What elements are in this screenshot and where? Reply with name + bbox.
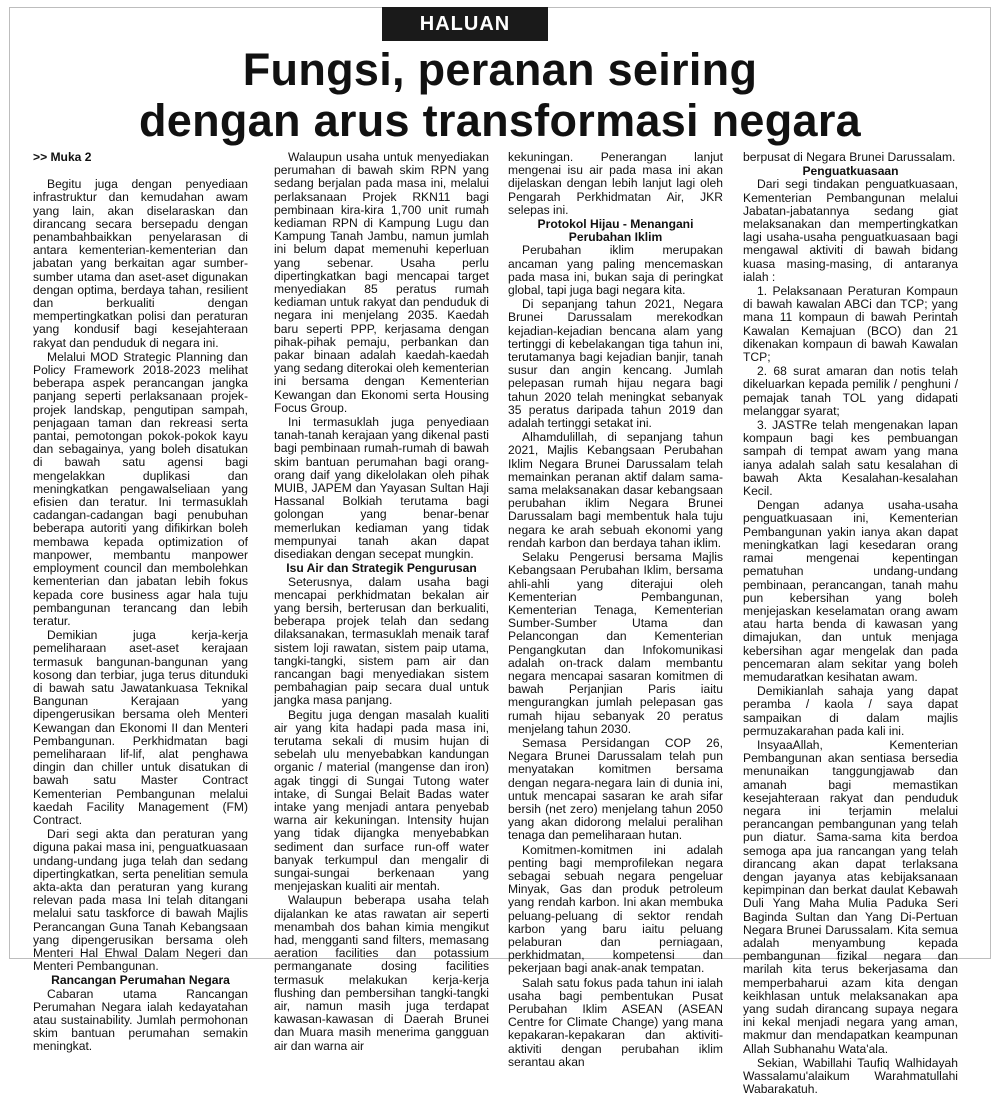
continued-from: >> Muka 2 xyxy=(33,150,92,164)
paragraph: Selaku Pengerusi bersama Majlis Kebangsaan Perubahan Iklim, bersama ahli-ahli yang diterajui oleh Kementerian Pembangunan, Kementerian Tenaga, Kementerian Sumber-Sumber Utama dan Pelancongan dan Kementerian Pengangkutan dan Infokomunikasi adalah on-track dalam membantu negara mencapai sasaran komitmen di bawah Perjanjian Paris iaitu mengurangkan jumlah pelepasan gas rumah hijau sebanyak 20 peratus menjelang tahun 2030. xyxy=(508,550,723,736)
column-4 xyxy=(743,150,958,1096)
column-2 xyxy=(274,150,489,1053)
subheading: Penguatkuasaan xyxy=(802,164,899,179)
paragraph: 1. Pelaksanaan Peraturan Kompaun di bawah kawalan ABCi dan TCP; yang mana 11 kompaun di bawah Perintah Kawalan Kemajuan (BCO) dan 21 dikenakan kompaun di bawah Kawalan TCP; xyxy=(743,284,958,365)
paragraph: Di sepanjang tahun 2021, Negara Brunei Darussalam merekodkan kejadian-kejadian bencana alam yang tertinggi di kebelakangan tiga tahun ini, terutamanya bagi kejadian banjir, tanah susur dan angin kencang. Jumlah pelepasan rumah hijau negara bagi tahun 2020 telah meningkat sebanyak 35 peratus daripada tahun 2019 dan adalah tertinggi setakat ini. xyxy=(508,297,723,431)
paragraph: 2. 68 surat amaran dan notis telah dikeluarkan kepada pemilik / penghuni / pemajak tanah TOL yang didapati melanggar syarat; xyxy=(743,364,958,418)
paragraph: Salah satu fokus pada tahun ini ialah usaha bagi pembentukan Pusat Perubahan Iklim ASEAN (ASEAN Centre for Climate Change) yang mana kepakaran-kepakaran dan aktiviti-aktiviti dengan perubahan iklim serantau akan xyxy=(508,975,723,1069)
paragraph: Cabaran utama Rancangan Perumahan Negara ialah kedayatahan atau sustainability. Jumlah permohonan skim bantuan perumahan semakin meningkat. xyxy=(33,986,248,1054)
column-3 xyxy=(508,150,723,1069)
paragraph: berpusat di Negara Brunei Darussalam. xyxy=(743,150,956,164)
subheading: Protokol Hijau - Menangani Perubahan Iklim xyxy=(537,217,694,245)
paragraph: Dari segi tindakan penguatkuasaan, Kementerian Pembangunan melalui Jabatan-jabatannya sedang giat melaksanakan dan mempertingkatkan lagi usaha-usaha penguatkuasaan bagi mengawal aktiviti di bawah bidang kuasa masing-masing, di antaranya ialah : xyxy=(743,177,958,284)
paragraph: Komitmen-komitmen ini adalah penting bagi memprofilekan negara sebagai sebuah negara pengeluar Minyak, Gas dan produk petroleum yang rendah karbon. Ini akan membuka peluang-peluang di sektor rendah karbon yang baru iaitu peluang pelaburan dan perniagaan, perkhidmatan, kompetensi dan pekerjaan bagi anak-anak tempatan. xyxy=(508,842,723,976)
subheading: Rancangan Perumahan Negara xyxy=(51,973,230,988)
headline-line-2: dengan arus transformasi negara xyxy=(138,95,862,146)
paragraph: kekuningan. Penerangan lanjut mengenai isu air pada masa ini akan dijelaskan dengan lebih lanjut lagi oleh Pengarah Perkhidmatan Air, JKR selepas ini. xyxy=(508,150,723,217)
paragraph: InsyaaAllah, Kementerian Pembangunan akan sentiasa bersedia menunaikan tanggungjawab dan amanah bagi memastikan kesejahteraan rakyat dan penduduk negara ini terjamin melalui perancangan pembangunan yang telah pun diatur. Sama-sama kita berdoa semoga apa jua rancangan yang telah dirancang akan dapat terlaksana dengan jayanya atas kebijaksanaan kepimpinan dan berkat daulat Kebawah Duli Yang Maha Mulia Paduka Seri Baginda Sultan dan Yang Di-Pertuan Negara Brunei Darussalam. Kita semua adalah menyambung kepada pembangunan fizikal negara dan marilah kita terus bekerjasama dan memperbaharui azam kita dengan keikhlasan untuk melaksanakan apa yang sudah dirancang supaya negara ini kekal menjadi negara yang aman, makmur dan mendapatkan keampunan Allah Subhanahu Wata'ala. xyxy=(743,737,958,1056)
paragraph: Begitu juga dengan masalah kualiti air yang kita hadapi pada masa ini, terutama sekali di musim hujan di sebelah ulu menyebabkan kandungan organic / material (mangense dan iron) agak tinggi di Sungai Tutong water intake, di Sungai Belait Badas water intake yang menjadi antara penyebab warna air kekuningan. Intensity hujan yang tidak dijangka menyebabkan sediment dan surface run-off water banyak terkumpul dan mengalir di sungai-sungai berkenaan yang menjejaskan kualiti air mentah. xyxy=(274,707,489,894)
paragraph: Melalui MOD Strategic Planning dan Policy Framework 2018-2023 melihat beberapa aspek perancangan jangka panjang seperti perlaksanaan projek-projek landskap, pengutipan sampah, penjagaan taman dan rekreasi serta pantai, pemotongan pokok-pokok kayu dan sebagainya, yang boleh disatukan di bawah satu agensi bagi mengelakkan duplikasi dan meningkatkan pengawalseliaan yang efisien dan teratur. Ini termasuklah cadangan-cadangan bagi penubuhan beberapa autoriti yang difikirkan boleh membawa kepada optimization of manpower, membantu manpower employment council dan membolehkan kementerian dan jabatan lebih fokus kepada core business agar hala tuju pembangunan terancang dan lebih teratur. xyxy=(33,349,248,628)
paragraph: Demikianlah sahaja yang dapat peramba / kaola / saya dapat sampaikan di dalam majlis permuzakarahan pada kali ini. xyxy=(743,684,958,738)
paragraph: 3. JASTRe telah mengenakan lapan kompaun bagi kes pembuangan sampah di tempat awam yang mana ianya adalah salah satu kesalahan di bawah Akta Kesalahan-kesalahan Kecil. xyxy=(743,418,958,499)
paragraph: Seterusnya, dalam usaha bagi mencapai perkhidmatan bekalan air yang bersih, berterusan dan berkualiti, beberapa projek telah dan sedang dilaksanakan, termasuklah menaik taraf sistem loji rawatan, sistem paip utama, tangki-tangki, sistem pam air dan rancangan bagi menyediakan sistem pembahagian paip secara dual untuk jangka masa panjang. xyxy=(274,574,489,708)
paragraph: Demikian juga kerja-kerja pemeliharaan aset-aset kerajaan termasuk bangunan-bangunan yang kosong dan terbiar, juga terus ditunduki di bawah satu Jawatankuasa Teknikal Bangunan Kerajaan yang dipengerusikan bersama oleh Menteri Kewangan dan Ekonomi II dan Menteri Pembangunan. Perkhidmatan bagi pemeliharaan lif-lif, alat penghawa dingin dan chiller untuk disatukan di bawah satu Master Contract Kementerian Pembangunan melalui kaedah Facility Management (FM) Contract. xyxy=(33,628,248,827)
article-body xyxy=(33,150,973,1096)
paragraph: Dari segi akta dan peraturan yang diguna pakai masa ini, penguatkuasaan undang-undang juga telah dan sedang dipertingkatkan, serta penelitian semula akta-akta dan peraturan yang kurang relevan pada masa Ini telah ditangani melalui satu taskforce di bawah Majlis Perancangan Guna Tanah Kebangsaan yang dipengerusikan bersama oleh Menteri Hal Ehwal Dalam Negeri dan Menteri Pembangunan. xyxy=(33,827,248,974)
paragraph: Semasa Persidangan COP 26, Negara Brunei Darussalam telah pun menyatakan komitmen bersama dengan negara-negara lain di dunia ini, untuk mencapai sasaran ke arah sifar bersih (net zero) menjelang tahun 2050 yang akan didorong melalui peralihan tenaga dan pemeliharaan hutan. xyxy=(508,735,723,843)
paragraph: Walaupun usaha untuk menyediakan perumahan di bawah skim RPN yang sedang berjalan pada masa ini, melalui perlaksanaan Projek RKN11 bagi pembinaan kira-kira 1,700 unit rumah kediaman RPN di Kampung Lugu dan Kampung Tanah Jambu, namun jumlah ini belum dapat memenuhi keperluan yang sebenar. Usaha perlu dipertingkatkan bagi mencapai target menyediakan 85 peratus rumah kediaman untuk rakyat dan penduduk di negara ini menjelang 2035. Kaedah baru seperti PPP, kerjasama dengan pihak-pihak pemaju, perbankan dan pakar binaan adalah kaedah-kaedah yang sedang diterokai oleh kementerian ini bersama dengan Kementerian Kewangan dan Ekonomi serta Housing Focus Group. xyxy=(274,150,489,415)
headline-line-1: Fungsi, peranan seiring xyxy=(242,44,758,95)
column-1 xyxy=(33,150,248,1054)
headline xyxy=(0,44,1000,146)
paragraph: Alhamdulillah, di sepanjang tahun 2021, Majlis Kebangsaan Perubahan Iklim Negara Brunei Darussalam telah memainkan peranan aktif dalam sama-sama melaksanakan dasar kebangsaan perubahan iklim Negara Brunei Darussalam bagi membentuk hala tuju negara ke arah sebuah ekonomi yang rendah karbon dan berdaya tahan iklim. xyxy=(508,430,723,550)
paragraph: Dengan adanya usaha-usaha penguatkuasaan ini, Kementerian Pembangunan yakin ianya akan dapat meningkatkan lagi kesedaran orang ramai mengenai kepentingan pematuhan undang-undang pembinaan, perancangan, tanah mahu pun kebersihan yang boleh menjejaskan keselamatan orang awam atau harta benda di kawasan yang dimajukan, dan untuk menjaga kebersihan agar mengelak dan pada pencemaran alam sekitar yang boleh memudaratkan kesihatan awam. xyxy=(743,498,958,684)
paragraph: Perubahan iklim merupakan ancaman yang paling mencemaskan pada masa ini, bukan saja di peringkat global, tapi juga bagi negara kita. xyxy=(508,243,723,298)
paragraph: Sekian, Wabillahi Taufiq Walhidayah Wassalamu'alaikum Warahmatullahi Wabarakatuh. xyxy=(743,1055,958,1096)
subheading: Isu Air dan Strategik Pengurusan xyxy=(286,561,477,576)
paragraph: Ini termasuklah juga penyediaan tanah-tanah kerajaan yang dikenal pasti bagi pembinaan rumah-rumah di bawah skim bantuan perumahan bagi orang-orang daif yang dikelolakan oleh pihak MUIB, JAPEM dan Yayasan Sultan Haji Hassanal Bolkiah terutama bagi golongan yang benar-benar memerlukan kediaman yang tidak mempunyai tanah akan dapat disediakan dengan secepat mungkin. xyxy=(274,415,489,562)
section-tag: HALUAN xyxy=(382,7,548,41)
paragraph: Walaupun beberapa usaha telah dijalankan ke atas rawatan air seperti menambah dos bahan kimia mengikut had, mengganti sand filters, memasang aeration facilities dan potassium permanganate dosing facilities termasuk melakukan kerja-kerja flushing dan pembersihan tangki-tangki air, namun masih juga terdapat kawasan-kawasan di Daerah Brunei dan Muara masih menerima gangguan air dan warna air xyxy=(274,893,489,1053)
paragraph: Begitu juga dengan penyediaan infrastruktur dan kemudahan awam yang lain, akan diselaraskan dan dirancang secara bersepadu dengan penambahbaikkan penyelarasan di antara kementerian-kementerian dan jabatan yang berkaitan agar sumber-sumber utama dan aset-aset digunakan dengan optima, berdaya tahan, resilient dan berkualiti dengan mempertingkatkan polisi dan peraturan yang kondusif bagi kesejahteraan rakyat dan penduduk di negara ini. xyxy=(33,177,248,350)
